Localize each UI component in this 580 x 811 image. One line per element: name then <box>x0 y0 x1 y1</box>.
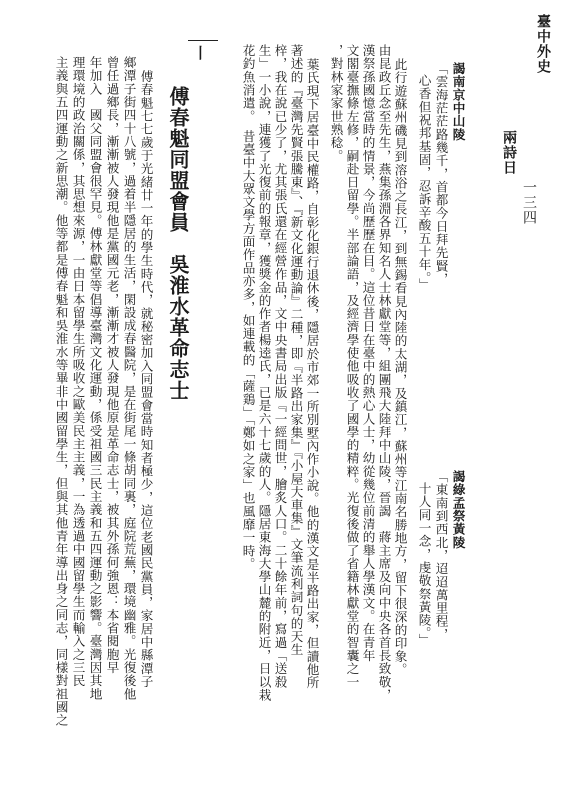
poem1-line: 「雲海茫茫路幾千，首都今日拜先賢， <box>433 62 449 286</box>
prose1-line: 由昆政丘念至先生，燕集孫淵各界知名人士林獻堂等，組團飛大陸拜中山陵，晉謁 蔣主席及向中央各首長致敬， <box>376 44 392 702</box>
prose1-line: 此行遊蘇州磯見到溶浴之長江，到無錫看見內陸的太湖，及鎮江，蘇州等江南名勝地方，留下很深的印象。 <box>392 58 408 677</box>
article-title: 傅春魁同盟會員 吳淮水革命志士 <box>166 86 190 401</box>
prose2-line: 葉氏現下居臺中民權路，自彰化銀行退休後，隱居於市郊一所別墅內作小說。他的漢文是半路出家，但讀他所 <box>304 58 320 690</box>
prose2-line: 花釣魚消遣。 昔臺中大眾文學方面作品亦多，如連載的「薩鶏」「鄭如之家」也風靡一時。 <box>240 44 256 571</box>
prose2-line: 生」一小說，連獲了光復前的報章，獲獎金的作者楊逵氏，已是六十七歲的人。隱居東海大學山麓的附近，日以栽 <box>256 44 272 702</box>
prose1-line: 文閣臺撫條左修，嗣赴日留學。半部論語，及經濟學使他吸收了國學的精粹。光復後做了省籍林獻堂的智囊之一 <box>344 44 360 689</box>
poem2-line: 「東南到西北，迢迢萬里程， <box>433 470 449 641</box>
poem1-line: 心香但祝邦基固，忍訴辛酸五十年。」 <box>416 74 432 292</box>
article-line: 主義與五四運動之新思潮。他等都是傅春魁和吳淮水等畢非中國留學生，但與其他青年導出身之同志，同樣對祖國之 <box>53 56 69 727</box>
article-line: 曾任過鄉長，漸漸被人發現他是黨國元老，漸漸才被人發現他原是革命志士，被其外孫何強恩：本省閱胞早 <box>104 56 120 675</box>
poem2-title: 謁綠孟祭黃陵 <box>450 470 466 549</box>
article-line: 年加入 國父同盟會很罕見。傅林獻堂等倡導臺灣文化運動，係受祖國三民主義和五四運動之影響。臺灣因其地 <box>87 56 103 701</box>
poem1-title: 謁南京中山陵 <box>450 62 466 141</box>
prose2-line: 著述的『臺灣先賢張騰東』、『新文化運動論』二種，即『半路出家集』『小屋大車集』文筆流利詞句的天生 <box>288 44 304 657</box>
prose1-line: 漢祭孫國憶當時的情景，今尚歷歷在目。這位昔日在臺中的熱心人士，幼從幾位前清的舉人學漢文。在青年 <box>360 44 376 663</box>
article-line: 理環境的政治關係，其思想來源，一由日本留學生所吸收之歐美民主主義，一為透過中國留學生而輸入之三民 <box>70 56 86 688</box>
page-number: 一三四 <box>521 180 537 225</box>
section-title: 兩詩日 <box>501 130 517 175</box>
section-separator-mark: 丨 <box>193 44 209 62</box>
article-line: 鄉潭子街四十八號，過着半隱居的生活，閑設成春醫院，是在街尾一條胡同裏，庭院荒蕪，環境幽雅。光復後他 <box>121 56 137 701</box>
article-line: 傅春魁七七歲于光緒廿一年的學生時代，就秘密加入同盟會當時知者極少，這位老國民黨員，家居中縣潭子 <box>138 70 154 689</box>
prose1-line: ，對林家家世熟稔。 <box>328 44 344 163</box>
prose2-line: 梓，我在說已少了，尤其張氏還在經營作品，文中央書局出版『一經問世，膾炙人口。二十餘年前，寫過「送殺 <box>272 44 288 689</box>
section-separator-rule <box>188 40 218 41</box>
poem2-line: 十人同一念，虔敬祭黃陵。」 <box>416 482 432 647</box>
book-title: 臺中外史 <box>535 14 551 74</box>
